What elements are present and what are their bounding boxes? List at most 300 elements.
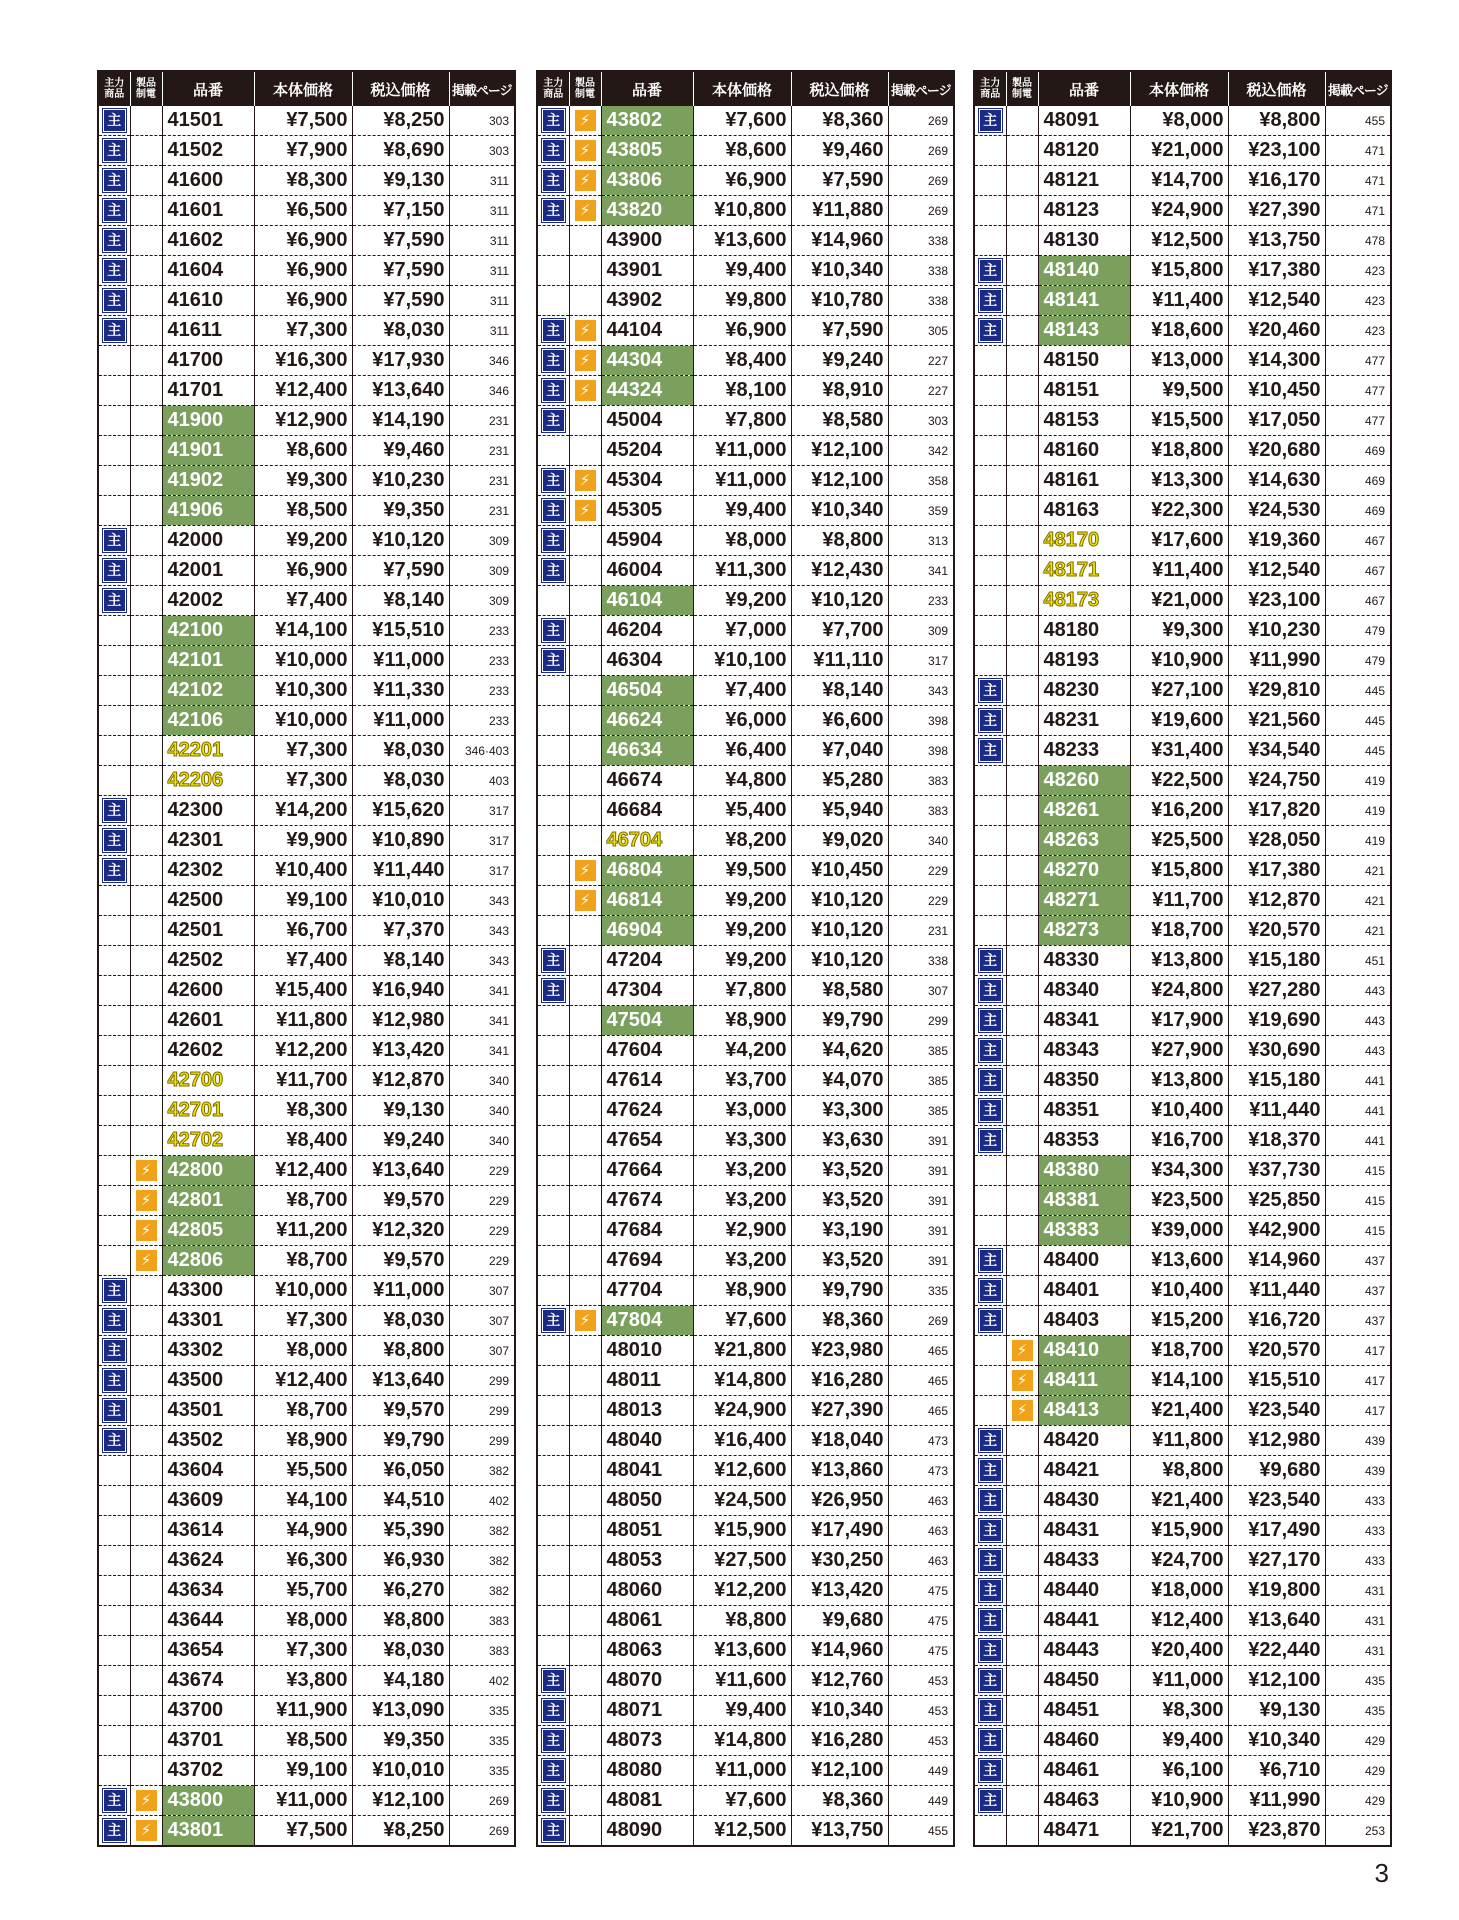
- table-row: [98, 286, 515, 316]
- antistatic-cell: [569, 1096, 601, 1126]
- base-price: ¥3,200: [693, 1246, 791, 1276]
- main-product-cell: [537, 1786, 569, 1816]
- main-product-cell: [537, 286, 569, 316]
- product-code: 42301: [162, 826, 254, 856]
- main-product-badge-icon: 主: [979, 679, 1002, 702]
- antistatic-cell: [1006, 616, 1038, 646]
- base-price: ¥9,100: [254, 1756, 352, 1786]
- base-price: ¥9,800: [693, 286, 791, 316]
- base-price: ¥11,600: [693, 1666, 791, 1696]
- tax-price: ¥3,520: [791, 1156, 888, 1186]
- product-code: 47704: [601, 1276, 693, 1306]
- main-product-badge-icon: 主: [542, 1309, 565, 1332]
- antistatic-cell: [1006, 1636, 1038, 1666]
- product-code: 48121: [1038, 166, 1130, 196]
- main-product-badge-icon: 主: [542, 949, 565, 972]
- catalog-page: 465: [888, 1396, 954, 1426]
- main-product-cell: [537, 1756, 569, 1786]
- product-code: 48041: [601, 1456, 693, 1486]
- main-product-cell: [974, 1546, 1006, 1576]
- main-product-cell: [974, 1396, 1006, 1426]
- catalog-page: 391: [888, 1156, 954, 1186]
- antistatic-cell: [130, 1276, 162, 1306]
- antistatic-cell: [130, 1126, 162, 1156]
- tax-price: ¥15,510: [352, 616, 449, 646]
- base-price: ¥6,900: [254, 556, 352, 586]
- tax-price: ¥24,750: [1228, 766, 1325, 796]
- catalog-page: 473: [888, 1426, 954, 1456]
- base-price: ¥5,700: [254, 1576, 352, 1606]
- antistatic-cell: [1006, 466, 1038, 496]
- header-antistatic: 製品 制電: [569, 71, 601, 106]
- product-code: 42805: [162, 1216, 254, 1246]
- main-product-cell: [537, 1306, 569, 1336]
- base-price: ¥31,400: [1130, 736, 1228, 766]
- tax-price: ¥6,930: [352, 1546, 449, 1576]
- base-price: ¥4,100: [254, 1486, 352, 1516]
- tax-price: ¥9,790: [352, 1426, 449, 1456]
- product-code: 48070: [601, 1666, 693, 1696]
- catalog-page: 343: [449, 886, 515, 916]
- base-price: ¥6,000: [693, 706, 791, 736]
- table-row: [537, 526, 954, 556]
- table-row: [98, 856, 515, 886]
- antistatic-cell: [569, 1396, 601, 1426]
- base-price: ¥12,400: [254, 376, 352, 406]
- antistatic-cell: [1006, 1726, 1038, 1756]
- antistatic-cell: [1006, 1576, 1038, 1606]
- product-code: 42002: [162, 586, 254, 616]
- tax-price: ¥13,640: [1228, 1606, 1325, 1636]
- catalog-page: 382: [449, 1546, 515, 1576]
- antistatic-cell: [1006, 1186, 1038, 1216]
- main-product-badge-icon: 主: [542, 109, 565, 132]
- main-product-cell: [537, 1456, 569, 1486]
- base-price: ¥27,900: [1130, 1036, 1228, 1066]
- antistatic-cell: [1006, 1426, 1038, 1456]
- base-price: ¥14,700: [1130, 166, 1228, 196]
- catalog-page: 233: [888, 586, 954, 616]
- tax-price: ¥13,750: [1228, 226, 1325, 256]
- base-price: ¥7,600: [693, 1306, 791, 1336]
- catalog-page: 346: [449, 376, 515, 406]
- product-code: 43700: [162, 1696, 254, 1726]
- main-product-cell: [537, 1096, 569, 1126]
- catalog-page: 303: [888, 406, 954, 436]
- catalog-page: 473: [888, 1456, 954, 1486]
- table-row: [98, 1486, 515, 1516]
- base-price: ¥11,700: [1130, 886, 1228, 916]
- header-page: 掲載ページ: [1325, 71, 1391, 106]
- table-row: [974, 346, 1391, 376]
- tax-price: ¥11,880: [791, 196, 888, 226]
- main-product-cell: [974, 1456, 1006, 1486]
- base-price: ¥8,800: [1130, 1456, 1228, 1486]
- table-row: [974, 856, 1391, 886]
- tax-price: ¥13,640: [352, 1156, 449, 1186]
- main-product-badge-icon: 主: [103, 1279, 126, 1302]
- tax-price: ¥8,030: [352, 1636, 449, 1666]
- product-code: 43702: [162, 1756, 254, 1786]
- antistatic-cell: [569, 1186, 601, 1216]
- product-code: 43654: [162, 1636, 254, 1666]
- antistatic-cell: [1006, 226, 1038, 256]
- tax-price: ¥8,030: [352, 736, 449, 766]
- antistatic-cell: [130, 406, 162, 436]
- product-code: 43300: [162, 1276, 254, 1306]
- product-code: 46104: [601, 586, 693, 616]
- antistatic-cell: [1006, 706, 1038, 736]
- product-code: 48173: [1038, 586, 1130, 616]
- base-price: ¥15,900: [1130, 1516, 1228, 1546]
- main-product-cell: [537, 646, 569, 676]
- product-code: 48053: [601, 1546, 693, 1576]
- main-product-badge-icon: 主: [103, 229, 126, 252]
- table-header-row: [537, 71, 954, 106]
- main-product-badge-icon: 主: [103, 829, 126, 852]
- product-code: 42500: [162, 886, 254, 916]
- header-tax-price: 税込価格: [1228, 71, 1325, 106]
- product-code: 42601: [162, 1006, 254, 1036]
- antistatic-cell: [130, 646, 162, 676]
- main-product-cell: [537, 1216, 569, 1246]
- tax-price: ¥14,960: [791, 226, 888, 256]
- product-code: 48381: [1038, 1186, 1130, 1216]
- product-code: 48123: [1038, 196, 1130, 226]
- table-row: [98, 946, 515, 976]
- main-product-cell: [974, 1276, 1006, 1306]
- base-price: ¥21,400: [1130, 1486, 1228, 1516]
- base-price: ¥7,300: [254, 766, 352, 796]
- antistatic-cell: [1006, 1816, 1038, 1847]
- base-price: ¥14,200: [254, 796, 352, 826]
- main-product-cell: [974, 106, 1006, 136]
- base-price: ¥10,100: [693, 646, 791, 676]
- main-product-badge-icon: 主: [542, 529, 565, 552]
- antistatic-cell: [130, 196, 162, 226]
- main-product-cell: [974, 226, 1006, 256]
- product-code: 48080: [601, 1756, 693, 1786]
- catalog-page: 431: [1325, 1576, 1391, 1606]
- base-price: ¥8,700: [254, 1186, 352, 1216]
- table-row: [98, 1636, 515, 1666]
- base-price: ¥3,700: [693, 1066, 791, 1096]
- catalog-page: 233: [449, 616, 515, 646]
- catalog-page: 435: [1325, 1696, 1391, 1726]
- catalog-page: 433: [1325, 1516, 1391, 1546]
- table-row: [537, 136, 954, 166]
- table-row: [974, 946, 1391, 976]
- main-product-cell: [98, 1366, 130, 1396]
- main-product-badge-icon: 主: [979, 1069, 1002, 1092]
- main-product-badge-icon: 主: [979, 289, 1002, 312]
- product-code: 48263: [1038, 826, 1130, 856]
- main-product-badge-icon: 主: [979, 1759, 1002, 1782]
- main-product-cell: [537, 1066, 569, 1096]
- catalog-page: 340: [449, 1066, 515, 1096]
- tax-price: ¥20,460: [1228, 316, 1325, 346]
- table-row: [537, 406, 954, 436]
- product-code: 48261: [1038, 796, 1130, 826]
- product-code: 42800: [162, 1156, 254, 1186]
- catalog-page: 475: [888, 1636, 954, 1666]
- antistatic-cell: [130, 226, 162, 256]
- antistatic-cell: [130, 1816, 162, 1847]
- tax-price: ¥9,680: [1228, 1456, 1325, 1486]
- main-product-cell: [537, 436, 569, 466]
- main-product-cell: [98, 406, 130, 436]
- tax-price: ¥12,760: [791, 1666, 888, 1696]
- antistatic-cell: [1006, 1306, 1038, 1336]
- base-price: ¥10,000: [254, 1276, 352, 1306]
- product-code: 48353: [1038, 1126, 1130, 1156]
- table-row: [537, 1606, 954, 1636]
- base-price: ¥9,400: [693, 496, 791, 526]
- table-row: [537, 616, 954, 646]
- table-row: [98, 436, 515, 466]
- catalog-page: 437: [1325, 1276, 1391, 1306]
- antistatic-cell: [569, 1666, 601, 1696]
- catalog-page: 475: [888, 1606, 954, 1636]
- tax-price: ¥7,150: [352, 196, 449, 226]
- antistatic-cell: [130, 1546, 162, 1576]
- catalog-page: 383: [449, 1636, 515, 1666]
- catalog-page: 385: [888, 1066, 954, 1096]
- antistatic-cell: [569, 1546, 601, 1576]
- main-product-cell: [974, 136, 1006, 166]
- base-price: ¥9,400: [1130, 1726, 1228, 1756]
- main-product-cell: [98, 706, 130, 736]
- product-code: 48350: [1038, 1066, 1130, 1096]
- main-product-badge-icon: 主: [979, 1459, 1002, 1482]
- catalog-page: 307: [449, 1276, 515, 1306]
- main-product-cell: [974, 1516, 1006, 1546]
- main-product-cell: [537, 856, 569, 886]
- antistatic-cell: [569, 916, 601, 946]
- catalog-page: 451: [1325, 946, 1391, 976]
- antistatic-cell: [569, 1306, 601, 1336]
- main-product-badge-icon: 主: [103, 799, 126, 822]
- product-code: 43674: [162, 1666, 254, 1696]
- main-product-badge-icon: 主: [542, 1789, 565, 1812]
- catalog-page: 253: [1364, 1823, 1385, 1838]
- base-price: ¥12,400: [254, 1366, 352, 1396]
- product-code: 48430: [1038, 1486, 1130, 1516]
- antistatic-cell: [1006, 1066, 1038, 1096]
- table-row: [974, 1216, 1391, 1246]
- table-row: [537, 1066, 954, 1096]
- tax-price: ¥8,360: [791, 1786, 888, 1816]
- antistatic-cell: [130, 256, 162, 286]
- catalog-page: 445: [1325, 736, 1391, 766]
- catalog-page: 465: [888, 1336, 954, 1366]
- main-product-cell: [974, 1336, 1006, 1366]
- main-product-cell: [98, 496, 130, 526]
- catalog-page: 441: [1325, 1096, 1391, 1126]
- product-code: 46814: [601, 886, 693, 916]
- table-row: [974, 1396, 1391, 1426]
- main-product-cell: [537, 166, 569, 196]
- catalog-page: 340: [888, 826, 954, 856]
- table-row: [98, 676, 515, 706]
- product-code: 47504: [601, 1006, 693, 1036]
- antistatic-cell: [1006, 1606, 1038, 1636]
- main-product-badge-icon: 主: [979, 259, 1002, 282]
- tax-price: ¥10,340: [791, 1696, 888, 1726]
- main-product-cell: [974, 196, 1006, 226]
- tax-price: ¥14,190: [352, 406, 449, 436]
- table-row: [974, 1126, 1391, 1156]
- main-product-cell: [974, 1696, 1006, 1726]
- tax-price: ¥9,570: [352, 1246, 449, 1276]
- product-code: 48233: [1038, 736, 1130, 766]
- main-product-badge-icon: 主: [542, 1699, 565, 1722]
- tax-price: ¥4,180: [352, 1666, 449, 1696]
- table-row: [974, 406, 1391, 436]
- antistatic-cell: [130, 1486, 162, 1516]
- main-product-cell: [98, 256, 130, 286]
- base-price: ¥10,000: [254, 706, 352, 736]
- product-code: 41501: [162, 106, 254, 136]
- catalog-page: 335: [449, 1696, 515, 1726]
- table-row: [98, 1366, 515, 1396]
- main-product-cell: [537, 1516, 569, 1546]
- antistatic-cell: [569, 1426, 601, 1456]
- table-row: [98, 1036, 515, 1066]
- tax-price: ¥15,620: [352, 796, 449, 826]
- table-row: [974, 1366, 1391, 1396]
- table-row: [98, 736, 515, 766]
- main-product-cell: [98, 1816, 130, 1847]
- main-product-badge-icon: 主: [979, 1609, 1002, 1632]
- table-row: [537, 1816, 954, 1847]
- main-product-cell: [98, 286, 130, 316]
- base-price: ¥15,400: [254, 976, 352, 1006]
- tax-price: ¥15,180: [1228, 1066, 1325, 1096]
- main-product-cell: [98, 1456, 130, 1486]
- antistatic-cell: [130, 1066, 162, 1096]
- table-row: [98, 526, 515, 556]
- base-price: ¥24,800: [1130, 976, 1228, 1006]
- main-product-cell: [537, 826, 569, 856]
- base-price: ¥9,500: [693, 856, 791, 886]
- base-price: ¥8,000: [1130, 106, 1228, 136]
- table-row: [537, 946, 954, 976]
- tax-price: ¥5,280: [791, 766, 888, 796]
- base-price: ¥2,900: [693, 1216, 791, 1246]
- tax-price: ¥9,130: [352, 1096, 449, 1126]
- base-price: ¥8,200: [693, 826, 791, 856]
- antistatic-cell: [569, 1606, 601, 1636]
- main-product-badge-icon: 主: [979, 1309, 1002, 1332]
- base-price: ¥14,800: [693, 1726, 791, 1756]
- main-product-cell: [974, 1726, 1006, 1756]
- table-row: [974, 286, 1391, 316]
- base-price: ¥6,900: [693, 316, 791, 346]
- catalog-page: 439: [1325, 1456, 1391, 1486]
- tax-price: ¥13,640: [352, 1366, 449, 1396]
- antistatic-cell: [130, 1306, 162, 1336]
- antistatic-badge-icon: ⚡: [1012, 1370, 1033, 1391]
- tax-price: ¥6,050: [352, 1456, 449, 1486]
- catalog-page: 335: [449, 1756, 515, 1786]
- catalog-page: 382: [449, 1456, 515, 1486]
- base-price: ¥3,300: [693, 1126, 791, 1156]
- base-price: ¥8,800: [693, 1606, 791, 1636]
- tax-price: ¥8,910: [791, 376, 888, 406]
- main-product-badge-icon: 主: [542, 349, 565, 372]
- tax-price: ¥8,140: [352, 586, 449, 616]
- tax-price: ¥7,590: [352, 256, 449, 286]
- header-antistatic: 製品 制電: [1006, 71, 1038, 106]
- antistatic-cell: [130, 616, 162, 646]
- table-row: [98, 466, 515, 496]
- tax-price: ¥13,750: [791, 1816, 888, 1847]
- main-product-cell: [537, 1816, 569, 1847]
- tax-price: ¥24,530: [1228, 496, 1325, 526]
- base-price: ¥11,900: [254, 1696, 352, 1726]
- product-code: 42502: [162, 946, 254, 976]
- main-product-badge-icon: 主: [103, 529, 126, 552]
- main-product-badge-icon: 主: [979, 1699, 1002, 1722]
- antistatic-cell: [1006, 556, 1038, 586]
- catalog-page: 417: [1325, 1366, 1391, 1396]
- main-product-cell: [98, 196, 130, 226]
- product-code: 42801: [162, 1186, 254, 1216]
- main-product-badge-icon: 主: [979, 1099, 1002, 1122]
- base-price: ¥11,000: [693, 1756, 791, 1786]
- product-code: 48450: [1038, 1666, 1130, 1696]
- product-code: 48081: [601, 1786, 693, 1816]
- table-row: [98, 616, 515, 646]
- base-price: ¥8,400: [254, 1126, 352, 1156]
- catalog-page: 307: [449, 1336, 515, 1366]
- product-code: 46684: [601, 796, 693, 826]
- table-row: [98, 1756, 515, 1786]
- tax-price: ¥10,010: [352, 1756, 449, 1786]
- table-row: [974, 376, 1391, 406]
- tax-price: ¥5,940: [791, 796, 888, 826]
- table-row: [974, 586, 1391, 616]
- base-price: ¥7,300: [254, 1306, 352, 1336]
- antistatic-cell: [569, 136, 601, 166]
- main-product-cell: [537, 496, 569, 526]
- catalog-page: 443: [1325, 1036, 1391, 1066]
- product-code: 43805: [601, 136, 693, 166]
- tax-price: ¥12,100: [791, 1756, 888, 1786]
- product-code: 48180: [1038, 616, 1130, 646]
- base-price: ¥21,000: [1130, 586, 1228, 616]
- product-code: 46634: [601, 736, 693, 766]
- main-product-cell: [98, 1726, 130, 1756]
- main-product-cell: [98, 1516, 130, 1546]
- main-product-cell: [974, 1366, 1006, 1396]
- tax-price: ¥20,570: [1228, 1336, 1325, 1366]
- antistatic-cell: [569, 376, 601, 406]
- catalog-page: 342: [888, 436, 954, 466]
- main-product-badge-icon: 主: [979, 1009, 1002, 1032]
- main-product-cell: [537, 1036, 569, 1066]
- base-price: ¥4,800: [693, 766, 791, 796]
- product-code: 47204: [601, 946, 693, 976]
- product-code: 42106: [162, 706, 254, 736]
- table-row: [537, 1546, 954, 1576]
- antistatic-cell: [569, 976, 601, 1006]
- tax-price: ¥12,540: [1228, 556, 1325, 586]
- table-row: [98, 886, 515, 916]
- main-product-cell: [537, 1276, 569, 1306]
- tax-price: ¥14,300: [1228, 346, 1325, 376]
